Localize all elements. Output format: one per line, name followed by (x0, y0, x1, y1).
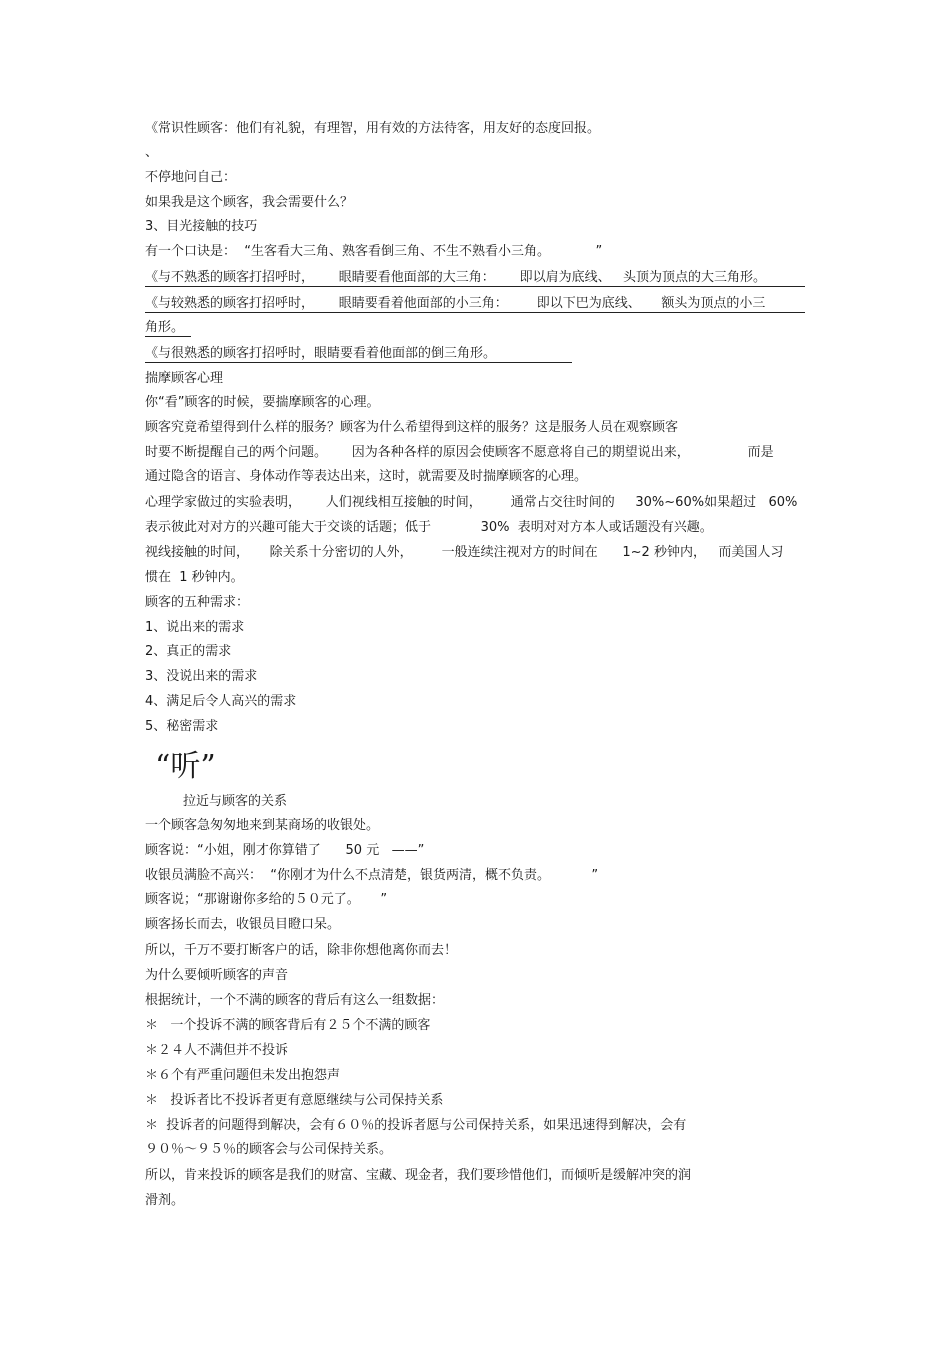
text-line: 一个顾客急匆匆地来到某商场的收银处。 (145, 818, 380, 833)
large-heading: “听” (155, 749, 216, 784)
text-line: 视线接触的时间， 除关系十分密切的人外， 一般连续注视对方的时间在 1~2 秒钟内， 而美国人习 (145, 545, 784, 560)
text-line: 顾客说；“那谢谢你多给的５０元了。 ” (145, 892, 388, 907)
underlined-line: 角形。 (145, 320, 191, 337)
text-line: 通过隐含的语言、身体动作等表达出来，这时，就需要及时揣摩顾客的心理。 (145, 469, 588, 484)
text-line: 根据统计，一个不满的顾客的背后有这么一组数据： (145, 993, 445, 1008)
text-line: 你“看”顾客的时候，要揣摩顾客的心理。 (145, 395, 380, 410)
list-item: ＊ 一个投诉不满的顾客背后有２５个不满的顾客 (145, 1018, 431, 1033)
list-item: 2、真正的需求 (145, 644, 232, 659)
list-item: 3、没说出来的需求 (145, 669, 258, 684)
section-heading: 为什么要倾听顾客的声音 (145, 968, 289, 983)
text-line: 时要不断提醒自己的两个问题。 因为各种各样的原因会使顾客不愿意将自己的期望说出来， 而是 (145, 445, 774, 460)
list-item: ＊ 投诉者比不投诉者更有意愿继续与公司保持关系 (145, 1093, 444, 1108)
text-line: 如果我是这个顾客，我会需要什么？ (145, 195, 354, 210)
section-heading: 顾客的五种需求： (145, 595, 250, 610)
list-item: ＊ 投诉者的问题得到解决，会有６０％的投诉者愿与公司保持关系，如果迅速得到解决，会有 (145, 1118, 687, 1133)
underlined-line: 《与很熟悉的顾客打招呼时，眼睛要看着他面部的倒三角形。 (145, 346, 572, 363)
text-line: 顾客扬长而去，收银员目瞪口呆。 (145, 917, 341, 932)
text-line: 心理学家做过的实验表明， 人们视线相互接触的时间， 通常占交往时间的 30%~60%如果超过 60% (145, 495, 798, 510)
underlined-line: 《与不熟悉的顾客打招呼时， 眼睛要看他面部的大三角： 即以肩为底线、 头顶为顶点的大三角形。 (145, 270, 805, 287)
text-line: 表示彼此对对方的兴趣可能大于交谈的话题；低于 30% 表明对对方本人或话题没有兴趣。 (145, 520, 713, 535)
text-line: 顾客说：“小姐，刚才你算错了 50 元 ——” (145, 843, 425, 858)
text-line: 顾客究竟希望得到什么样的服务？顾客为什么希望得到这样的服务？这是服务人员在观察顾客 (145, 420, 679, 435)
text-line: 所以，千万不要打断客户的话，除非你想他离你而去！ (145, 943, 458, 958)
list-item: 5、秘密需求 (145, 719, 219, 734)
section-heading: 拉近与顾客的关系 (183, 794, 288, 809)
text-line: ９０％～９５％的顾客会与公司保持关系。 (145, 1142, 393, 1157)
text-line: 收银员满脸不高兴： “你刚才为什么不点清楚，银货两清，概不负责。 ” (145, 868, 599, 883)
text-line: 有一个口诀是： “生客看大三角、熟客看倒三角、不生不熟看小三角。 ” (145, 244, 603, 259)
section-heading: 3、目光接触的技巧 (145, 219, 258, 234)
text-line: 不停地问自己： (145, 170, 237, 185)
text-line: 、 (145, 145, 159, 160)
section-heading: 揣摩顾客心理 (145, 371, 224, 386)
list-item: ＊２４人不满但并不投诉 (145, 1043, 289, 1058)
list-item: 4、满足后令人高兴的需求 (145, 694, 297, 709)
underlined-line: 《与较熟悉的顾客打招呼时， 眼睛要看着他面部的小三角： 即以下巴为底线、 额头为顶点的小三 (145, 296, 805, 313)
text-line: 《常识性顾客：他们有礼貌，有理智，用有效的方法待客，用友好的态度回报。 (145, 121, 601, 136)
text-line: 惯在 1 秒钟内。 (145, 570, 244, 585)
text-line: 滑剂。 (145, 1193, 185, 1208)
text-line: 所以，肯来投诉的顾客是我们的财富、宝藏、现金者，我们要珍惜他们，而倾听是缓解冲突的润 (145, 1168, 692, 1183)
list-item: ＊６个有严重问题但未发出抱怨声 (145, 1068, 341, 1083)
list-item: 1、说出来的需求 (145, 620, 245, 635)
